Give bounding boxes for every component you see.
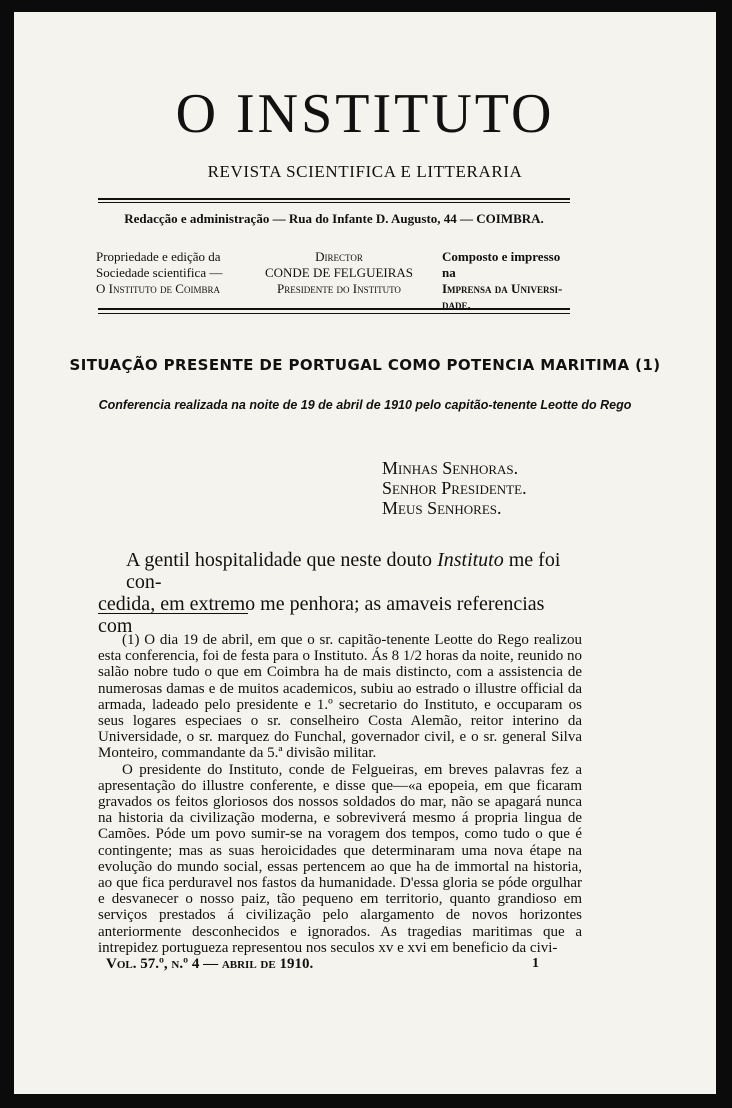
printing-line-1: Composto e impresso na — [442, 249, 561, 280]
director-label: Director — [315, 249, 363, 264]
journal-subtitle: REVISTA SCIENTIFICA E LITTERARIA — [207, 162, 523, 181]
printing-block — [442, 249, 574, 313]
director-block — [254, 249, 424, 297]
printing-line-2: Imprensa da Universi- — [442, 281, 563, 296]
masthead-rule-top-thin — [98, 202, 570, 203]
lead-text: A gentil hospitalidade que neste douto — [126, 549, 438, 571]
lead-line-2: cedida, em extremo me penhora; as amaveis referencias com — [98, 593, 545, 637]
salutation-line-2: Senhor Presidente. — [382, 478, 527, 498]
masthead-rule-bottom-thin — [98, 313, 570, 314]
page-number: 1 — [532, 956, 539, 971]
printing-line-3: dade. — [442, 297, 471, 312]
footnote-paragraph-1: (1) O dia 19 de abril, em que o sr. capitão-tenente Leotte do Rego realizou esta conferencia, foi de festa para o Instituto. Ás 8 1/2 horas da noite, reunido no salão nobre tudo o que em Coimbra ha de mais distincto, com a assistencia de numerosas damas e de muitos academicos, subiu ao estrado o illustre official da armada, ladeado pelo presidente e 1.º secretario do Instituto, e occuparam os seus logares especiaes o sr. conselheiro Costa Alemão, reitor interino da Universidade, o sr. marquez do Funchal, governador civil, e o sr. general Silva Monteiro, commandante da 5.ª divisão militar. — [98, 632, 583, 762]
director-name: CONDE DE FELGUEIRAS — [264, 265, 414, 280]
ownership-line-1: Propriedade e edição da — [96, 249, 221, 264]
salutation-line-3: Meus Senhores. — [382, 498, 502, 518]
article-byline: Conferencia realizada na noite de 19 de abril de 1910 pelo capitão-tenente Leotte do Rego — [98, 398, 632, 412]
salutation — [382, 458, 582, 518]
article-heading: SITUAÇÃO PRESENTE DE PORTUGAL COMO POTENCIA MARITIMA (1) — [69, 356, 661, 374]
footnote-divider — [98, 613, 248, 614]
masthead-rule-top — [98, 198, 570, 200]
footnote-paragraph-2: O presidente do Instituto, conde de Felgueiras, em breves palavras fez a apresentação do illustre conferente, e disse que—«a epopeia, em que ficaram gravados os feitos gloriosos dos nossos soldados do mar, não se apagará nunca na historia da civilização moderna, e sobreviverá mesmo á propria lingua de Camões. Póde um povo sumir-se na voragem dos tempos, como tudo o que é contingente; mas as suas heroicidades que determinaram uma nova étape na evolução do mundo social, essas pertencem ao que ha de immortal na historia, ao que fica perduravel nos fastos da humanidade. D'essa gloria se póde orgulhar e desvanecer o nosso paiz, tão pequeno em territorio, quanto grandioso em serviços prestados á civilização pelo alargamento de novos horizontes anteriormente desconhecidos e ignorados. As tragedias maritimas que a intrepidez portugueza representou nos seculos xv e xvi em beneficio da civi- — [98, 761, 582, 956]
administration-line: Redacção e administração — Rua do Infante D. Augusto, 44 — COIMBRA. — [124, 211, 544, 226]
ownership-line-3: O Instituto de Coimbra — [96, 281, 220, 296]
lead-text-end: me foi con- — [126, 549, 561, 593]
document-page — [14, 12, 716, 1094]
volume-footer: Vol. 57.º, n.º 4 — abril de 1910. — [106, 956, 314, 972]
article-lead-paragraph — [98, 549, 582, 637]
lead-italic-text: Instituto — [437, 549, 504, 571]
salutation-line-1: Minhas Senhoras. — [382, 458, 519, 478]
director-role: Presidente do Instituto — [277, 281, 401, 296]
ownership-block — [96, 249, 256, 297]
journal-title: O INSTITUTO — [175, 83, 555, 145]
footnotes — [98, 632, 582, 956]
masthead-rule-bottom — [98, 308, 570, 310]
ownership-line-2: Sociedade scientifica — — [96, 265, 223, 280]
